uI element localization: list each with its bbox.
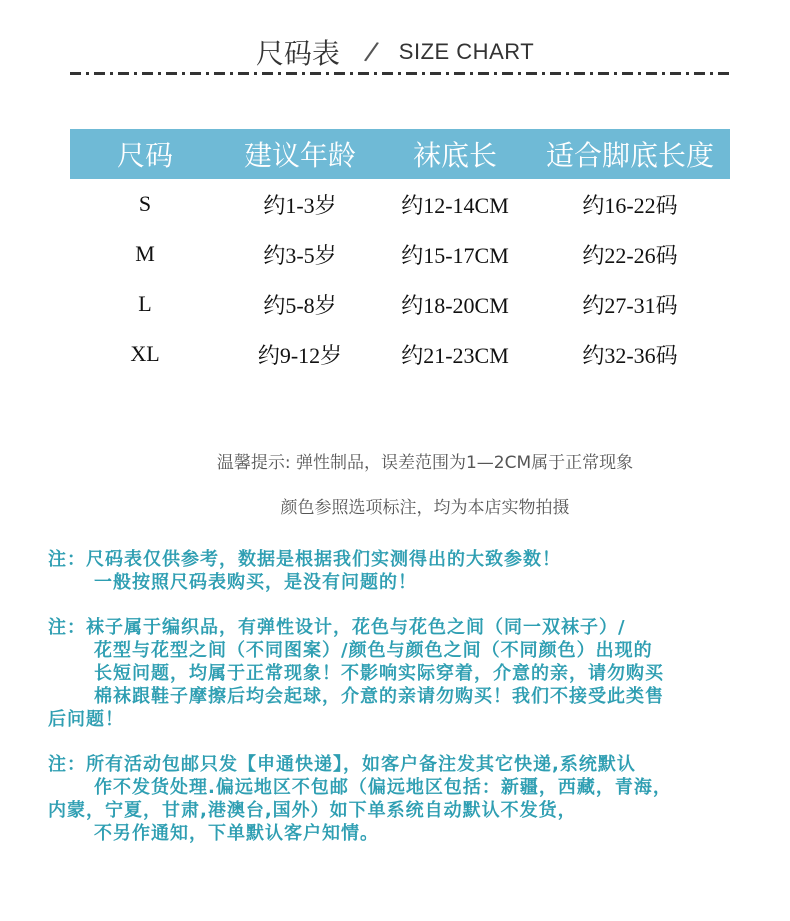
cell-sock-length: 约18-20CM	[401, 292, 509, 318]
note-line: 注：所有活动包邮只发【申通快递】，如客户备注发其它快递,系统默认	[48, 754, 636, 775]
cell-foot-length: 约16-22码	[582, 192, 678, 218]
chart-title	[0, 32, 790, 72]
cell-age: 约5-8岁	[263, 292, 337, 318]
tips-block	[0, 448, 790, 538]
note-line: 注：袜子属于编织品，有弹性设计，花色与花色之间（同一双袜子）/	[48, 617, 626, 638]
size-table	[70, 129, 730, 379]
table-row	[70, 229, 730, 279]
title-separator: /	[362, 36, 381, 68]
note-line: 长短问题，均属于正常现象！不影响实际穿着，介意的亲，请勿购买	[94, 663, 664, 684]
note-line: 花型与花型之间（不同图案）/颜色与颜色之间（不同颜色）出现的	[94, 640, 653, 661]
cell-size: L	[138, 291, 152, 316]
note-line: 内蒙，宁夏，甘肃,港澳台,国外）如下单系统自动默认不发货，	[48, 800, 577, 821]
note-line: 后问题！	[48, 709, 124, 730]
title-cn: 尺码表	[255, 37, 340, 70]
cell-sock-length: 约12-14CM	[401, 192, 509, 218]
dashed-divider	[70, 72, 732, 75]
header-age: 建议年龄	[220, 129, 380, 179]
cell-age: 约3-5岁	[263, 242, 337, 268]
cell-foot-length: 约22-26码	[582, 242, 678, 268]
cell-foot-length: 约27-31码	[582, 292, 678, 318]
cell-sock-length: 约15-17CM	[401, 242, 509, 268]
tip-line-elasticity: 温馨提示: 弹性制品，误差范围为1—2CM属于正常现象	[216, 453, 634, 473]
table-row	[70, 179, 730, 229]
cell-size: M	[135, 241, 155, 266]
tip-line-color: 颜色参照选项标注，均为本店实物拍摄	[280, 498, 570, 518]
cell-foot-length: 约32-36码	[582, 342, 678, 368]
note-line: 注：尺码表仅供参考，数据是根据我们实测得出的大致参数！	[48, 549, 561, 570]
cell-age: 约9-12岁	[257, 342, 343, 368]
cell-size: XL	[130, 341, 160, 366]
note-line: 一般按照尺码表购买，是没有问题的！	[94, 572, 417, 593]
header-sock-length: 袜底长	[380, 129, 530, 179]
table-header-row	[70, 129, 730, 179]
notes-block	[48, 548, 768, 867]
header-size: 尺码	[70, 129, 220, 179]
header-foot-length: 适合脚底长度	[530, 129, 730, 179]
cell-sock-length: 约21-23CM	[401, 342, 509, 368]
note-line: 棉袜跟鞋子摩擦后均会起球，介意的亲请勿购买！我们不接受此类售	[94, 686, 664, 707]
title-en: SIZE CHART	[398, 39, 535, 64]
note-line: 不另作通知，下单默认客户知情。	[94, 823, 379, 844]
note-shipping	[48, 753, 768, 845]
note-size-reference	[48, 548, 768, 594]
table-row	[70, 329, 730, 379]
cell-age: 约1-3岁	[263, 192, 337, 218]
table-row	[70, 279, 730, 329]
note-knit-product	[48, 616, 768, 731]
note-line: 作不发货处理.偏远地区不包邮（偏远地区包括：新疆，西藏，青海，	[94, 777, 672, 798]
cell-size: S	[138, 191, 152, 216]
